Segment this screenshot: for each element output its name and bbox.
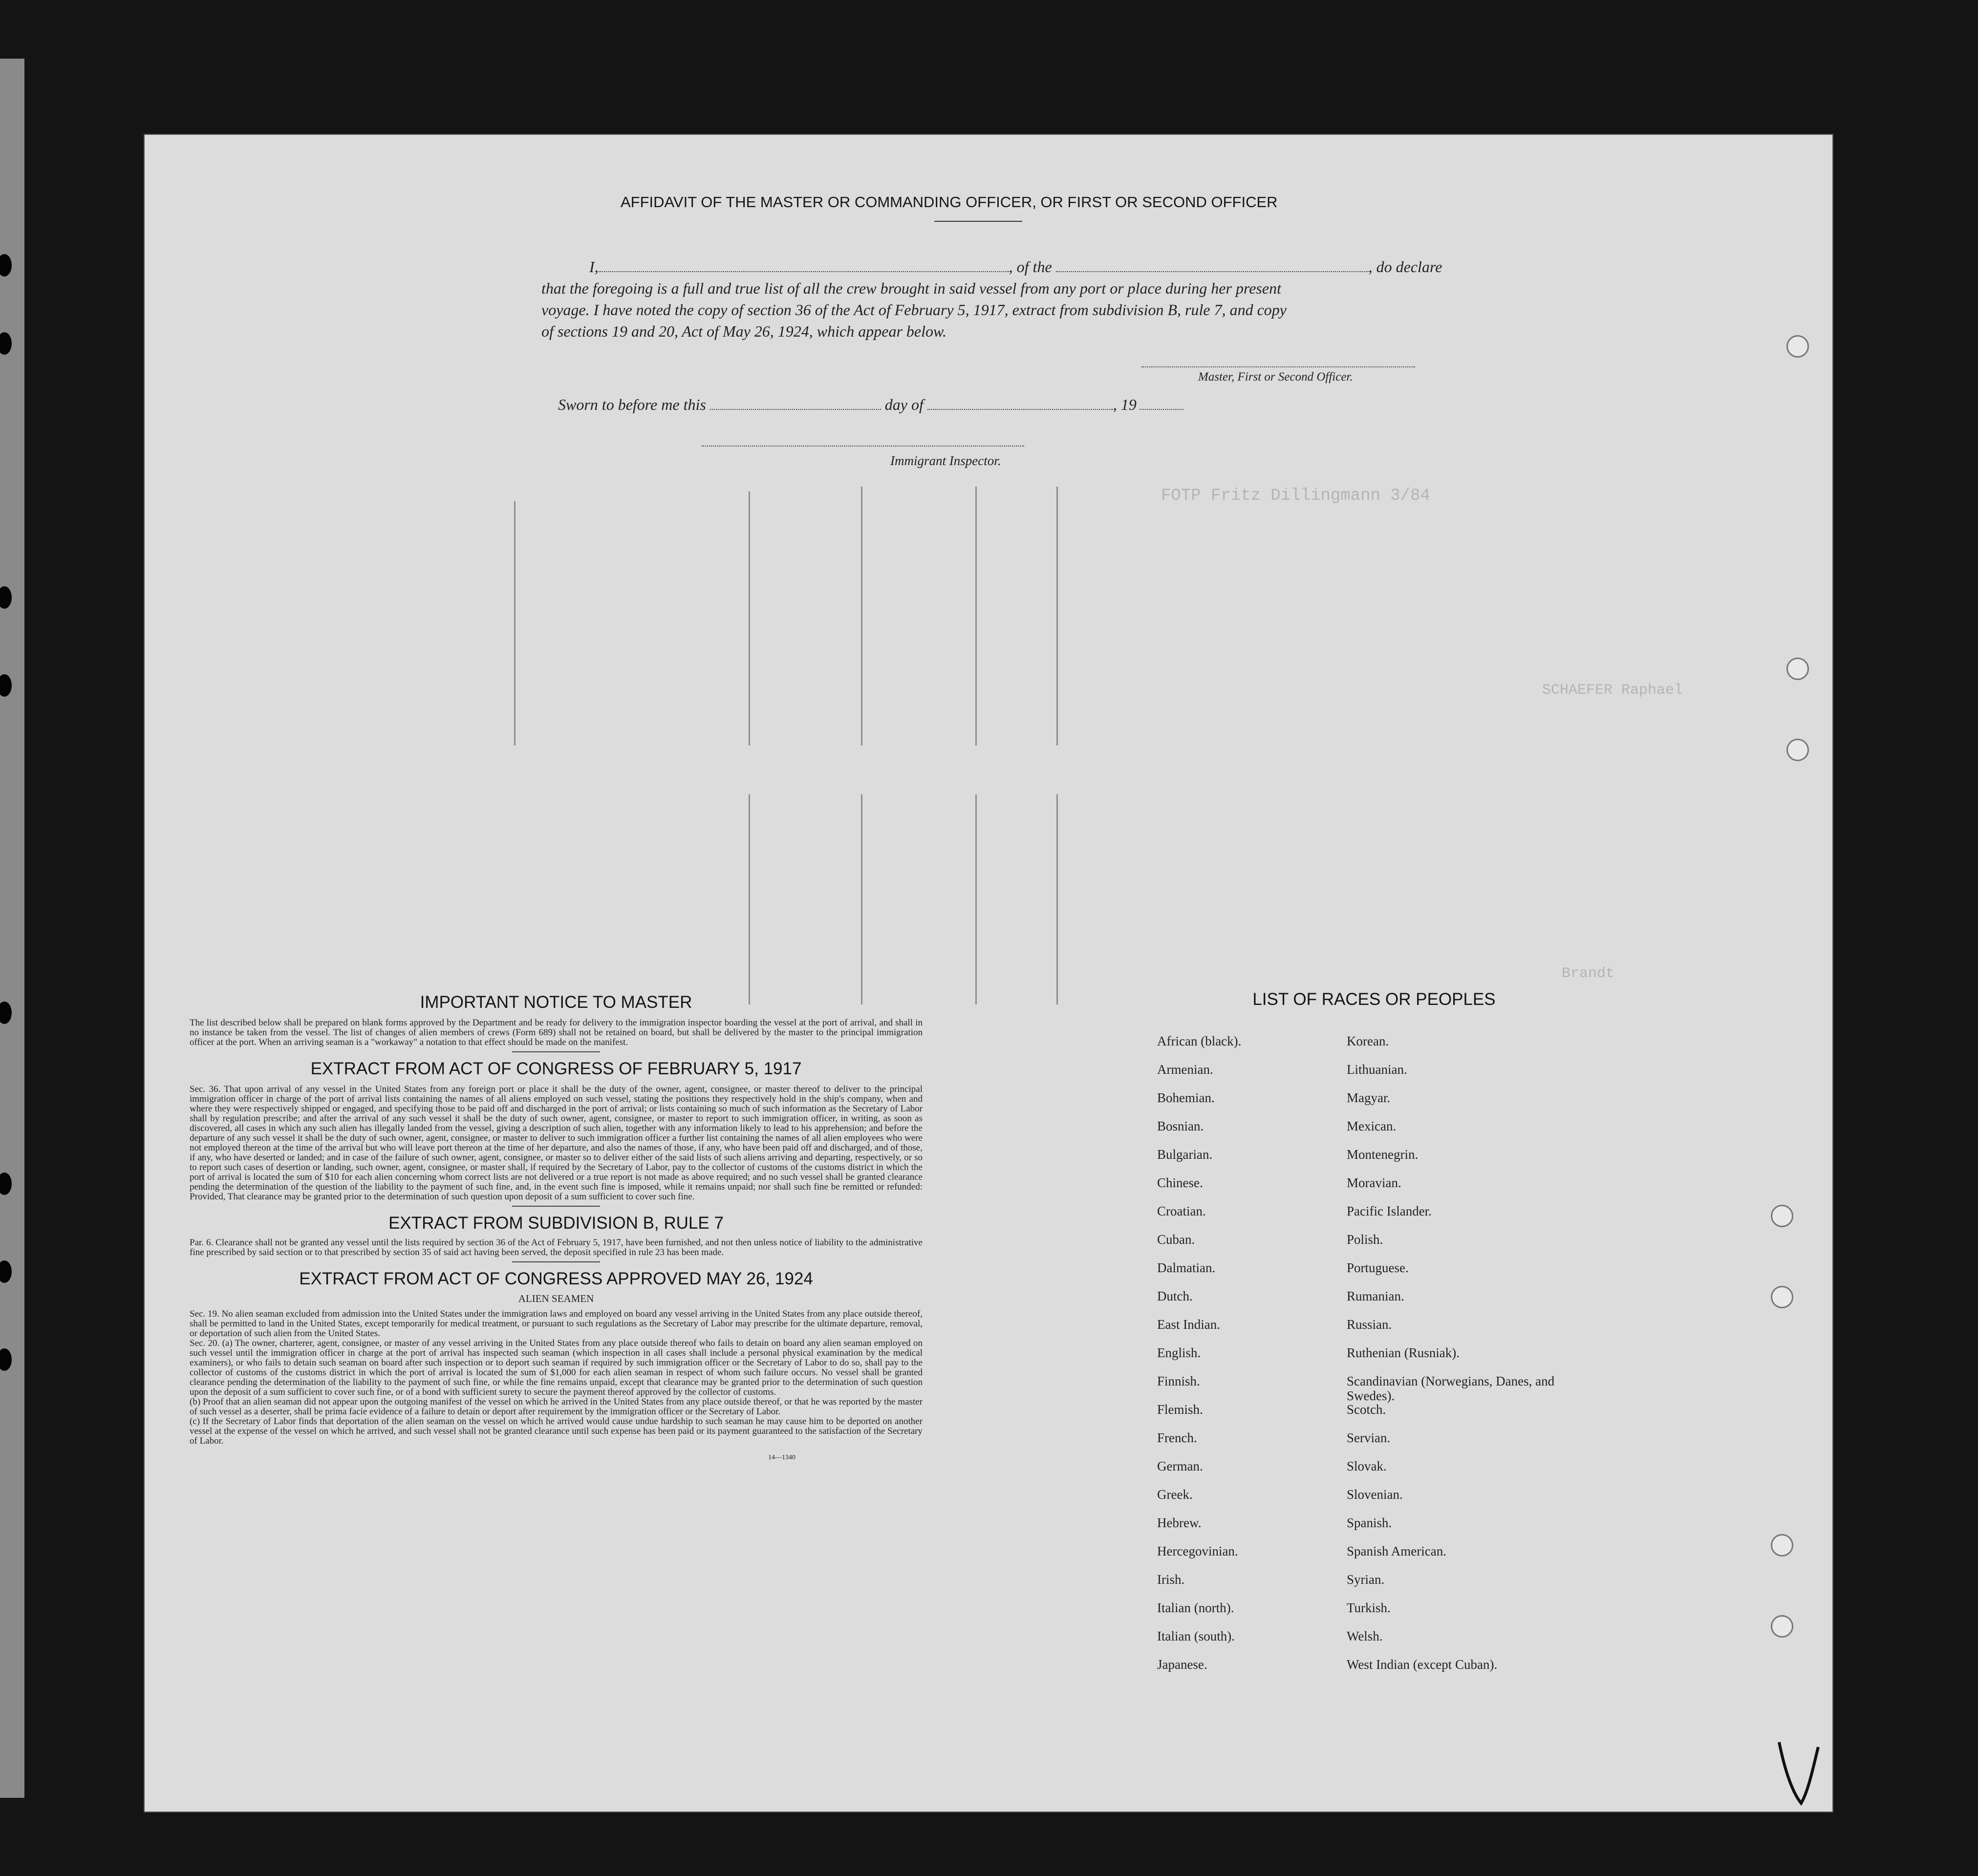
race-item: Dalmatian. — [1157, 1260, 1216, 1275]
race-item: Pacific Islander. — [1347, 1204, 1432, 1218]
race-item: Greek. — [1157, 1487, 1193, 1502]
race-item: Slovak. — [1347, 1459, 1387, 1473]
race-item: Servian. — [1347, 1430, 1391, 1445]
race-item: Portuguese. — [1347, 1260, 1409, 1275]
divider — [512, 1051, 600, 1052]
punch-hole — [1786, 658, 1809, 680]
race-item: Slovenian. — [1347, 1487, 1403, 1502]
race-item: East Indian. — [1157, 1317, 1220, 1332]
affidavit-line3: voyage. I have noted the copy of section 36 of the Act of February 5, 1917, extract from subdivision B, rule 7, and copy — [541, 301, 1287, 319]
race-item: German. — [1157, 1459, 1203, 1473]
affidavit-i: I, — [589, 258, 599, 276]
race-item: Ruthenian (Rusniak). — [1347, 1345, 1460, 1360]
extract2-title: EXTRACT FROM SUBDIVISION B, RULE 7 — [388, 1214, 724, 1233]
document-page: FOTP Fritz Dillingmann 3/84 SCHAEFER Raphael Brandt AFFIDAVIT OF THE MASTER OR COMMANDING OFFICER, OR FIRST OR SECOND OFFICER I, , of the , do declare that the foregoing is a full and true list of all the crew brought in said vessel from any port or place during her present voyage. I have noted the copy of section 36 of the Act of February 5, 1917, extract from subdivision B, rule 7, and copy of sections 19 and 20, Act of May 26, 1924, which appear below. Master, First or Second Officer. Sworn to before me this day of , 19 Immigrant Inspector. IMPORTANT NOTICE TO MASTER The list described below shall be prepared on blank forms approved by the Department and be ready for delivery to the immigration inspector boarding the vessel at the port of arrival, and shall in no instance be taken from the vessel. The list of changes of alien members of crews (Form 689) shall not be retained on board, but shall be delivered by the master to the principal immigration officer at the port. When an arriving seaman is a "workaway" a notation to that effect should be made on the manifest. EXTRACT FROM ACT OF CONGRESS OF FEBRUARY 5, 1917 Sec. 36. That upon arrival of any vessel in the United States from any foreign port or place it shall be the duty of the owner, agent, consignee, or master thereof to deliver to the principal immigration officer in charge of the port of arrival lists containing the names of all aliens employed on such vessel, stating the positions they respectively hold in the ship's company, when and where they were respectively shipped or engaged, and specifying those to be paid off and discharged in the port of arrival; or lists containing so much of such information as the Secretary of Labor shall by regulation prescribe; and after the arrival of any such vessel it shall be the duty of such owner, agent, consignee, or master to report to such immigration officer, in writing, as soon as discovered, all cases in which any such alien has illegally landed from the vessel, giving a description of such alien, together with any information likely to lead to his apprehension; and before the departure of any such vessel it shall be the duty of such owner, agent, consignee, or master to deliver to such immigration officer a further list containing the names of all alien employees who were not employed thereon at the time of the arrival but who will leave port thereon at the time of her departure, and also the names of those, if any, who have been paid off and discharged, and of those, if any, who have deserted or landed; and in case of the failure of such owner, agent, consignee, or master so to deliver either of the said lists of such aliens arriving and departing, respectively, or so to report such cases of desertion or landing, such owner, agent, consignee, or master shall, if required by the Secretary of Labor, pay to the collector of customs of the customs district in which the port of arrival is located the sum of $10 for each alien concerning whom correct lists are not delivered or a true report is not made as above required; and no such vessel shall be granted clearance pending the determination of the question of the liability to the payment of such fine, and, in the event such fine is imposed, while it remains unpaid; nor shall such fine be remitted or refunded: Provided, That clearance may be granted prior to the determination of such question upon deposit of a sum sufficient to cover such fine. EXTRACT FROM SUBDIVISION B, RULE 7 Par. 6. Clearance shall not be granted any vessel until the lists required by section 36 of the Act of February 5, 1917, have been furnished, and not then unless notice of liability to the administrative fine prescribed by said section or to that prescribed by section 35 of said act having been served, the deposit specified in rule 23 has been made. EXTRACT FROM ACT OF CONGRESS APPROVED MAY 26, 1924 ALIEN SEAMEN Sec. 19. No alien seaman excluded from admission into the United States under the immigration laws and employed on board any vessel arriving in the United States from any place outside thereof, shall be permitted to land in the United States, except temporarily for medical treatment, or pursuant to such regulations as the Secretary of Labor may prescribe for the ultimate departure, removal, or deportation of such alien from the United States. Sec. 20. (a) The owner, charterer, agent, consignee, or master of any vessel arriving in the United States from any place outside thereof who fails to detain on board any alien seaman employed on such vessel until the immigration officer in charge at the port of arrival has inspected such seaman (which inspection in all cases shall include a personal physical examination by the medical examiners), or who fails to detain such seaman on board after such inspection or to deport such seaman if required by such immigration officer or the Secretary of Labor to do so, shall pay to the collector of customs of the customs district in which the port of arrival is located the sum of $1,000 for each alien seaman in respect of whom such failure occurs. No vessel shall be granted clearance pending the determination of the liability to the payment of such fine, or while the fine remains unpaid, except that clearance may be granted prior to the determination of such question upon the deposit of a sum sufficient to cover such fine, or of a bond with sufficient surety to secure the payment thereof approved by the collector of customs. (b) Proof that an alien seaman did not appear upon the outgoing manifest of the vessel on which he arrived in the United States from any place outside thereof, or that he was reported by the master of such vessel as a deserter, shall be prima facie evidence of a failure to detain or deport after requirement by the immigration officer or the Secretary of Labor. (c) If the Secretary of Labor finds that deportation of the alien seaman on the vessel on which he arrived would cause undue hardship to such seaman he may cause him to be deported on another vessel at the expense of the vessel on which he arrived, and such vessel shall not be granted clearance until such expense has been paid or its payment guaranteed to the satisfaction of the Secretary of Labor. 14—1340 LIST OF RACES OR PEOPLES African (black). Armenian. Bohemian. Bosnian. Bulgarian. Chinese. Croatian. Cuban. Dalmatian. Dutch. East Indian. English. Finnish. Flemish. French. German. Greek. Hebrew. Hercegovinian. Irish. Italian (north). Italian (south). Japanese. Korean. Lithuanian. Magyar. Mexican. Montenegrin. Moravian. Pacific Islander. Polish. Portuguese. Rumanian. Russian. Ruthenian (Rusniak). Scandinavian (Norwegians, Danes, and Swedes). Scotch. Servian. Slovak. Slovenian. Spanish. Spanish American. Syrian. Turkish. Welsh. West Indian (except Cuban). — [145, 135, 1832, 1812]
punch-hole — [1786, 335, 1809, 358]
affidavit-of-the: , of the — [1009, 258, 1052, 276]
race-item: Turkish. — [1347, 1600, 1391, 1615]
race-item: Lithuanian. — [1347, 1062, 1407, 1077]
race-item: Moravian. — [1347, 1175, 1401, 1190]
race-item: Japanese. — [1157, 1657, 1207, 1672]
race-item: Flemish. — [1157, 1402, 1203, 1417]
race-item: Polish. — [1347, 1232, 1383, 1247]
race-item: Armenian. — [1157, 1062, 1213, 1077]
race-item: Dutch. — [1157, 1289, 1193, 1303]
affidavit-line2: that the foregoing is a full and true list of all the crew brought in said vessel from any port or place during her present — [541, 279, 1281, 297]
inspector-label: Immigrant Inspector. — [890, 453, 1001, 468]
notice-text: The list described below shall be prepared on blank forms approved by the Department and be ready for delivery to the immigration inspector boarding the vessel at the port of arrival, and shall in no instance be taken from the vessel. The list of changes of alien members of crews (Form 689) shall not be retained on board, but shall be delivered by the master to the principal immigration officer at the port. When an arriving seaman is a "workaway" a notation to that effect should be made on the manifest. — [190, 1018, 923, 1047]
affidavit-body — [541, 256, 1602, 342]
race-item: Finnish. — [1157, 1374, 1200, 1388]
sworn-line — [558, 396, 1183, 414]
race-item: Russian. — [1347, 1317, 1392, 1332]
extract1-text: Sec. 36. That upon arrival of any vessel in the United States from any foreign port or place it shall be the duty of the owner, agent, consignee, or master thereof to deliver to the principal immigration officer in charge of the port of arrival lists containing the names of all aliens employed on such vessel, stating the positions they respectively hold in the ship's company, when and where they were respectively shipped or engaged, and specifying those to be paid off and discharged in the port of arrival; or lists containing so much of such information as the Secretary of Labor shall by regulation prescribe; and after the arrival of any such vessel it shall be the duty of such owner, agent, consignee, or master to report to such immigration officer, in writing, as soon as discovered, all cases in which any such alien has illegally landed from the vessel, giving a description of such alien, together with any information likely to lead to his apprehension; and before the departure of any such vessel it shall be the duty of such owner, agent, consignee, or master to deliver to such immigration officer a further list containing the names of all alien employees who were not employed thereon at the time of the arrival but who will leave port thereon at the time of her departure, and also the names of those, if any, who have been paid off and discharged, and of those, if any, who have deserted or landed; and in case of the failure of such owner, agent, consignee, or master so to deliver either of the said lists of such aliens arriving and departing, respectively, or so to report such cases of desertion or landing, such owner, agent, consignee, or master shall, if required by the Secretary of Labor, pay to the collector of customs of the customs district in which the port of arrival is located the sum of $10 for each alien concerning whom correct lists are not delivered or a true report is not made as above required; and no such vessel shall be granted clearance pending the determination of the question of the liability to the payment of such fine, and, in the event such fine is imposed, while it remains unpaid; nor shall such fine be remitted or refunded: Provided, That clearance may be granted prior to the determination of such question upon deposit of a sum sufficient to cover such fine. — [190, 1084, 923, 1202]
extract3-title: EXTRACT FROM ACT OF CONGRESS APPROVED MAY 26, 1924 — [299, 1269, 813, 1288]
race-item: Mexican. — [1347, 1119, 1397, 1133]
race-item: Irish. — [1157, 1572, 1185, 1587]
punch-hole — [1786, 739, 1809, 761]
race-item: Spanish American. — [1347, 1544, 1446, 1558]
sec20c-text: (c) If the Secretary of Labor finds that deportation of the alien seaman on the vessel on which he arrived would cause undue hardship to such seaman he may cause him to be deported on another vessel at the expense of the vessel on which he arrived, and such vessel shall not be granted clearance until such expense has been paid or its payment guaranteed to the satisfaction of the Secretary of Labor. — [190, 1416, 923, 1446]
race-item: Magyar. — [1347, 1090, 1391, 1105]
race-item: African (black). — [1157, 1034, 1242, 1048]
master-signature-line — [1141, 366, 1415, 367]
affidavit-declare: , do declare — [1368, 258, 1442, 276]
sec20b-text: (b) Proof that an alien seaman did not appear upon the outgoing manifest of the vessel on which he arrived in the United States from any place outside thereof, or that he was reported by the master of such vessel as a deserter, shall be prima facie evidence of a failure to detain or deport after requirement by the immigration officer or the Secretary of Labor. — [190, 1397, 923, 1417]
form-number: 14—1340 — [768, 1454, 796, 1461]
races-right-column — [1347, 1034, 1562, 1685]
sec19-text: Sec. 19. No alien seaman excluded from admission into the United States under the immigration laws and employed on board any vessel arriving in the United States from any place outside thereof, shall be permitted to land in the United States, except temporarily for medical treatment, or pursuant to such regulations as the Secretary of Labor may prescribe for the ultimate departure, removal, or deportation of such alien from the United States. — [190, 1309, 923, 1339]
race-item: Scotch. — [1347, 1402, 1386, 1417]
affidavit-line4: of sections 19 and 20, Act of May 26, 1924, which appear below. — [541, 322, 946, 340]
race-item: Scandinavian (Norwegians, Danes, and Swedes). — [1347, 1374, 1555, 1403]
race-item: English. — [1157, 1345, 1201, 1360]
races-title: LIST OF RACES OR PEOPLES — [1252, 990, 1496, 1009]
race-item: French. — [1157, 1430, 1197, 1445]
master-signature-label: Master, First or Second Officer. — [1198, 370, 1353, 384]
punch-hole — [1771, 1286, 1793, 1308]
notice-column — [190, 993, 923, 1463]
race-item: Montenegrin. — [1347, 1147, 1419, 1162]
notice-title: IMPORTANT NOTICE TO MASTER — [420, 993, 692, 1012]
race-item: West Indian (except Cuban). — [1347, 1657, 1498, 1672]
film-strip — [0, 59, 24, 1798]
race-item: Chinese. — [1157, 1175, 1203, 1190]
race-item: Spanish. — [1347, 1515, 1392, 1530]
day-of-label: day of — [884, 396, 924, 413]
race-item: Italian (north). — [1157, 1600, 1234, 1615]
race-item: Croatian. — [1157, 1204, 1206, 1218]
punch-hole — [1771, 1615, 1793, 1638]
sec20a-text: Sec. 20. (a) The owner, charterer, agent, consignee, or master of any vessel arriving in the United States from any place outside thereof who fails to detain on board any alien seaman employed on such vessel until the immigration officer in charge at the port of arrival has inspected such seaman (which inspection in all cases shall include a personal physical examination by the medical examiners), or who fails to detain such seaman on board after such inspection or to deport such seaman if required by such immigration officer or the Secretary of Labor to do so, shall pay to the collector of customs of the customs district in which the port of arrival is located the sum of $1,000 for each alien seaman in respect of whom such failure occurs. No vessel shall be granted clearance pending the determination of the liability to the payment of such fine, or while the fine remains unpaid, except that clearance may be granted prior to the determination of such question upon the deposit of a sum sufficient to cover such fine, or of a bond with sufficient surety to secure the payment thereof approved by the collector of customs. — [190, 1338, 923, 1397]
race-item: Bosnian. — [1157, 1119, 1204, 1133]
punch-hole — [1771, 1205, 1793, 1227]
extract1-title: EXTRACT FROM ACT OF CONGRESS OF FEBRUARY 5, 1917 — [310, 1059, 802, 1078]
extract3-subtitle: ALIEN SEAMEN — [518, 1293, 594, 1304]
extract2-text: Par. 6. Clearance shall not be granted any vessel until the lists required by section 36 of the Act of February 5, 1917, have been furnished, and not then unless notice of liability to the administrative fine prescribed by said section or to that prescribed by section 35 of said act having been served, the deposit specified in rule 23 has been made. — [190, 1237, 923, 1258]
handwritten-check-mark — [1772, 1737, 1826, 1811]
year-label: , 19 — [1113, 396, 1137, 413]
divider — [512, 1261, 600, 1262]
divider — [512, 1206, 600, 1207]
affidavit-title: AFFIDAVIT OF THE MASTER OR COMMANDING OFFICER, OR FIRST OR SECOND OFFICER — [621, 193, 1278, 211]
sworn-label: Sworn to before me this — [558, 396, 706, 413]
punch-hole — [1771, 1534, 1793, 1556]
race-item: Hebrew. — [1157, 1515, 1202, 1530]
race-item: Bulgarian. — [1157, 1147, 1213, 1162]
race-item: Italian (south). — [1157, 1629, 1235, 1643]
race-item: Cuban. — [1157, 1232, 1195, 1247]
races-left-column — [1157, 1034, 1241, 1685]
race-item: Hercegovinian. — [1157, 1544, 1238, 1558]
race-item: Welsh. — [1347, 1629, 1383, 1643]
race-item: Korean. — [1347, 1034, 1389, 1048]
title-rule — [934, 221, 1022, 222]
inspector-signature-line — [702, 446, 1024, 447]
race-item: Bohemian. — [1157, 1090, 1215, 1105]
race-item: Syrian. — [1347, 1572, 1385, 1587]
race-item: Rumanian. — [1347, 1289, 1404, 1303]
